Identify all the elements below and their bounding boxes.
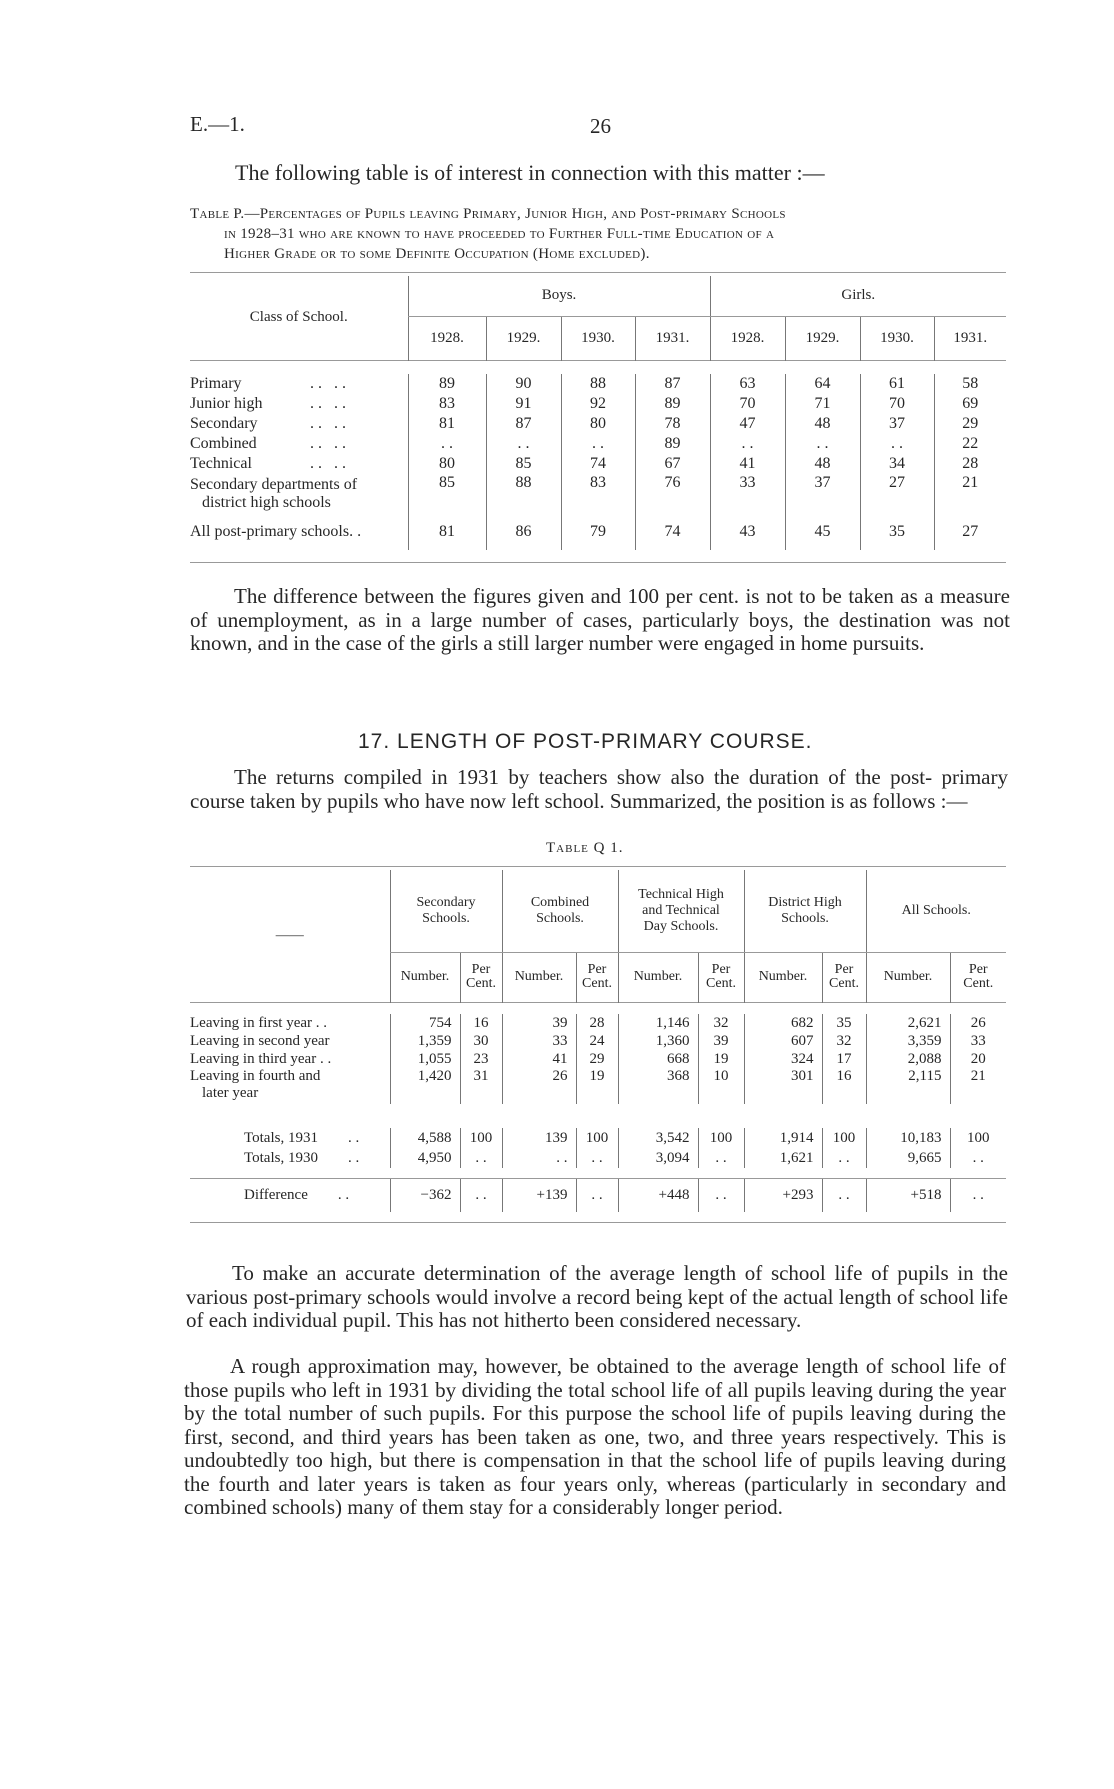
table-q xyxy=(190,870,1006,1223)
table-cell: 31 xyxy=(460,1068,502,1104)
paragraph-line: too high, but there is compensation in that the school life of pupils leaving during xyxy=(296,1448,1006,1472)
totals-row xyxy=(190,1148,1006,1168)
group-header-line: Schools. xyxy=(536,910,584,926)
table-cell: 1,914 xyxy=(744,1128,822,1148)
cent-label: Cent. xyxy=(706,976,736,991)
row-label xyxy=(190,514,408,550)
table-cell: 32 xyxy=(822,1032,866,1050)
table-cell: 4,950 xyxy=(390,1148,460,1168)
per-label: Per xyxy=(711,962,731,977)
table-cell: 92 xyxy=(561,394,635,414)
table-cell: 2,621 xyxy=(866,1014,950,1032)
table-cell: 79 xyxy=(561,514,635,550)
totals-row xyxy=(190,1128,1006,1148)
table-cell: 19 xyxy=(576,1068,618,1104)
table-cell: 61 xyxy=(860,374,934,394)
table-cell: 21 xyxy=(934,474,1006,514)
table-cell: 10 xyxy=(698,1068,744,1104)
table-cell: . . xyxy=(561,434,635,454)
paragraph-line: A rough approximation may, however, be obtained to the average length of xyxy=(230,1354,891,1378)
table-cell: 1,360 xyxy=(618,1032,698,1050)
table-cell: −362 xyxy=(390,1178,460,1212)
table-cell: 69 xyxy=(934,394,1006,414)
table-cell: 88 xyxy=(561,374,635,394)
row-label-text: Secondary xyxy=(190,415,258,432)
table-cell: . . xyxy=(785,434,860,454)
table-cell: +293 xyxy=(744,1178,822,1212)
table-cell: 3,359 xyxy=(866,1032,950,1050)
table-cell: . . xyxy=(822,1148,866,1168)
table-cell: 10,183 xyxy=(866,1128,950,1148)
table-cell: 89 xyxy=(635,394,710,414)
row-label xyxy=(190,1148,390,1168)
table-cell: 26 xyxy=(502,1068,576,1104)
table-cell: 2,115 xyxy=(866,1068,950,1104)
table-cell: 29 xyxy=(576,1050,618,1068)
number-subheader: Number. xyxy=(390,952,460,1002)
table-cell: . . xyxy=(576,1148,618,1168)
cent-label: Cent. xyxy=(829,976,859,991)
table-cell: 35 xyxy=(822,1014,866,1032)
table-cell: 71 xyxy=(785,394,860,414)
table-cell: 37 xyxy=(860,414,934,434)
spacer-row xyxy=(190,1104,1006,1128)
table-cell: 368 xyxy=(618,1068,698,1104)
table-q-title: Table Q 1. xyxy=(546,840,624,856)
table-cell: 76 xyxy=(635,474,710,514)
leader-dots: . . . . xyxy=(310,455,346,472)
row-label-text: Leaving in fourth and xyxy=(190,1068,321,1084)
table-cell: 16 xyxy=(822,1068,866,1104)
paragraph-line: period. xyxy=(724,1495,783,1519)
spacer-row xyxy=(190,1168,1006,1178)
group-header-line: Technical High xyxy=(638,886,724,902)
table-cell: 100 xyxy=(822,1128,866,1148)
leader-dots: . . . . xyxy=(310,395,346,412)
leader-dots: . . . . xyxy=(310,415,346,432)
table-row xyxy=(190,414,1006,434)
table-cell: 81 xyxy=(408,514,486,550)
table-cell: 78 xyxy=(635,414,710,434)
table-cell: 85 xyxy=(486,454,561,474)
table-cell: 324 xyxy=(744,1050,822,1068)
table-cell: 39 xyxy=(698,1032,744,1050)
group-header-line: District High xyxy=(768,894,842,910)
table-cell: 301 xyxy=(744,1068,822,1104)
class-of-school-header: Class of School. xyxy=(249,309,348,326)
table-cell: 21 xyxy=(950,1068,1006,1104)
table-cell: 63 xyxy=(710,374,785,394)
year-header: 1928. xyxy=(408,316,486,360)
table-cell: 28 xyxy=(576,1014,618,1032)
paragraph-line: purpose the school life of pupils leaving during the first, second, and third years xyxy=(184,1401,1006,1449)
table-cell: 100 xyxy=(698,1128,744,1148)
table-cell: . . xyxy=(710,434,785,454)
table-cell: 754 xyxy=(390,1014,460,1032)
row-label-text: later year xyxy=(202,1085,259,1101)
table-cell: 32 xyxy=(698,1014,744,1032)
table-cell: 16 xyxy=(460,1014,502,1032)
per-label: Per xyxy=(834,962,854,977)
table-cell: . . xyxy=(698,1148,744,1168)
table-row xyxy=(190,1014,1006,1032)
table-cell: +139 xyxy=(502,1178,576,1212)
group-header-line: Combined xyxy=(530,894,590,910)
caption-line: Higher Grade or to some Definite Occupation (Home excluded). xyxy=(224,246,650,262)
row-label xyxy=(190,1128,390,1148)
paragraph-line: primary course taken by pupils who have now left school. Summarized, the xyxy=(190,765,1008,813)
paragraph-line: The difference between the figures given and 100 per cent. is not to be taken xyxy=(234,584,901,608)
row-label xyxy=(190,1032,390,1050)
year-header: 1928. xyxy=(710,316,785,360)
table-cell: 83 xyxy=(408,394,486,414)
table-cell: . . xyxy=(860,434,934,454)
group-header-line: and Technical xyxy=(642,902,720,918)
year-header: 1930. xyxy=(561,316,635,360)
spacer-row xyxy=(190,1212,1006,1222)
cent-label: Cent. xyxy=(582,976,612,991)
per-cent-subheader xyxy=(698,952,744,1002)
paragraph-line: the fourth and later years is taken as four years only, whereas (particularly in xyxy=(184,1471,882,1496)
group-header-line: Secondary xyxy=(416,894,476,910)
row-label-text: Totals, 1930 xyxy=(244,1149,318,1166)
year-header: 1930. xyxy=(860,316,934,360)
table-cell: 23 xyxy=(460,1050,502,1068)
row-label xyxy=(190,454,408,474)
paragraph-line: The returns compiled in 1931 by teachers show also the duration of the post- xyxy=(234,765,942,789)
intro-sentence: The following table is of interest in connection with this matter :— xyxy=(235,160,825,185)
table-cell: 1,359 xyxy=(390,1032,460,1050)
table-cell: 48 xyxy=(785,414,860,434)
table-cell: 45 xyxy=(785,514,860,550)
table-cell: 4,588 xyxy=(390,1128,460,1148)
difference-row xyxy=(190,1178,1006,1212)
boys-header: Boys. xyxy=(408,276,710,316)
table-cell: 81 xyxy=(408,414,486,434)
leader-dots: . . . . xyxy=(310,435,346,452)
table-cell: 87 xyxy=(486,414,561,434)
table-cell: 33 xyxy=(502,1032,576,1050)
leader-dots: . . . . xyxy=(310,375,346,392)
group-header xyxy=(744,870,866,952)
table-cell: . . xyxy=(502,1148,576,1168)
table-cell: 90 xyxy=(486,374,561,394)
per-cent-subheader xyxy=(950,952,1006,1002)
paragraph-line: position is as follows :— xyxy=(757,788,968,813)
table-cell: . . xyxy=(822,1178,866,1212)
table-p-caption xyxy=(190,204,1010,264)
paragraph-line: pupils in the various post-primary schools would involve a record being kept of the xyxy=(186,1261,1008,1309)
cent-label: Cent. xyxy=(963,976,994,991)
table-q-stub: —— xyxy=(275,927,304,943)
paragraph-line: considered necessary. xyxy=(619,1308,802,1332)
table-cell: 67 xyxy=(635,454,710,474)
paragraph-accurate-determination xyxy=(186,1262,1008,1333)
table-row xyxy=(190,1068,1006,1104)
table-cell: 27 xyxy=(860,474,934,514)
table-cell: . . xyxy=(408,434,486,454)
group-header xyxy=(618,870,744,952)
table-row xyxy=(190,1032,1006,1050)
table-cell: 1,055 xyxy=(390,1050,460,1068)
table-cell: 87 xyxy=(635,374,710,394)
year-header: 1929. xyxy=(785,316,860,360)
paragraph-line: pupils leaving during the year by the total number of such pupils. For this xyxy=(184,1377,1006,1425)
row-label-text: Junior high xyxy=(190,395,263,412)
table-p xyxy=(190,276,1006,563)
table-cell: 19 xyxy=(698,1050,744,1068)
caption-line: in 1928–31 who are known to have proceeded to Further Full-time Education of a xyxy=(224,226,775,242)
table-cell: . . xyxy=(698,1178,744,1212)
group-header xyxy=(390,870,502,952)
row-label xyxy=(190,1014,390,1032)
section-heading: 17. LENGTH OF POST-PRIMARY COURSE. xyxy=(358,730,813,753)
row-label-text: Totals, 1931 xyxy=(244,1129,318,1146)
row-label-text: Technical xyxy=(190,455,252,472)
year-header: 1931. xyxy=(934,316,1006,360)
table-cell: 27 xyxy=(934,514,1006,550)
table-cell: 33 xyxy=(950,1032,1006,1050)
table-p-top-rule xyxy=(190,272,1006,273)
table-cell: 1,420 xyxy=(390,1068,460,1104)
table-cell: 58 xyxy=(934,374,1006,394)
number-subheader: Number. xyxy=(618,952,698,1002)
table-cell: 22 xyxy=(934,434,1006,454)
leader-dots: . . xyxy=(347,1149,360,1166)
row-label-text: Difference xyxy=(244,1186,308,1203)
paragraph-line: To make an accurate determination of the average length of school life of xyxy=(232,1261,898,1285)
cent-label: Cent. xyxy=(466,976,496,991)
table-cell: . . xyxy=(950,1178,1006,1212)
paragraph-line: the destination was not known, and in the case of the girls a still larger number xyxy=(190,607,1010,655)
table-cell: . . xyxy=(460,1148,502,1168)
row-label-text: All post-primary schools. . xyxy=(190,523,362,540)
table-cell: 668 xyxy=(618,1050,698,1068)
table-cell: 70 xyxy=(710,394,785,414)
row-label xyxy=(190,1178,390,1212)
table-cell: 2,088 xyxy=(866,1050,950,1068)
table-cell: 74 xyxy=(635,514,710,550)
table-cell: 3,542 xyxy=(618,1128,698,1148)
number-subheader: Number. xyxy=(744,952,822,1002)
table-cell: 89 xyxy=(408,374,486,394)
leader-dots: . . xyxy=(347,1129,360,1146)
paragraph-line: were engaged in home pursuits. xyxy=(657,631,925,655)
table-cell: 17 xyxy=(822,1050,866,1068)
table-row xyxy=(190,1050,1006,1068)
table-cell: . . xyxy=(486,434,561,454)
table-row xyxy=(190,374,1006,394)
table-cell: 24 xyxy=(576,1032,618,1050)
row-label xyxy=(190,394,408,414)
row-label-text: Combined xyxy=(190,435,257,452)
table-cell: +448 xyxy=(618,1178,698,1212)
paragraph-unemployment xyxy=(190,585,1010,656)
table-q-top-rule xyxy=(190,866,1006,867)
table-row xyxy=(190,514,1006,550)
table-cell: 41 xyxy=(502,1050,576,1068)
table-cell: 91 xyxy=(486,394,561,414)
row-label-text: Leaving in first year . . xyxy=(190,1014,328,1031)
row-label-text: Leaving in third year . . xyxy=(190,1050,332,1067)
table-cell: 37 xyxy=(785,474,860,514)
table-cell: 3,094 xyxy=(618,1148,698,1168)
row-label xyxy=(190,474,408,514)
row-label-text: Secondary departments of xyxy=(190,476,358,493)
leader-dots: . . xyxy=(337,1186,350,1203)
row-label xyxy=(190,434,408,454)
girls-header: Girls. xyxy=(710,276,1006,316)
table-cell: . . xyxy=(576,1178,618,1212)
table-cell: 20 xyxy=(950,1050,1006,1068)
year-header: 1929. xyxy=(486,316,561,360)
table-cell: 88 xyxy=(486,474,561,514)
table-cell: 9,665 xyxy=(866,1148,950,1168)
table-cell: 100 xyxy=(950,1128,1006,1148)
table-cell: 682 xyxy=(744,1014,822,1032)
table-cell: 80 xyxy=(561,414,635,434)
paragraph-line: as a measure of unemployment, as in a large number of cases, particularly boys, xyxy=(190,584,1010,632)
group-header-line: All Schools. xyxy=(901,902,971,918)
table-cell: 74 xyxy=(561,454,635,474)
table-cell: 29 xyxy=(934,414,1006,434)
row-label xyxy=(190,1068,390,1104)
table-cell: 1,621 xyxy=(744,1148,822,1168)
group-header-line: Schools. xyxy=(781,910,829,926)
table-cell: 33 xyxy=(710,474,785,514)
paragraph-returns xyxy=(190,766,1008,813)
table-cell: 607 xyxy=(744,1032,822,1050)
table-cell: 86 xyxy=(486,514,561,550)
group-header-line: Day Schools. xyxy=(643,918,719,934)
table-cell: 89 xyxy=(635,434,710,454)
table-cell: 70 xyxy=(860,394,934,414)
row-label-text: district high schools xyxy=(202,494,331,511)
number-subheader: Number. xyxy=(866,952,950,1002)
table-cell: . . xyxy=(950,1148,1006,1168)
table-cell: 83 xyxy=(561,474,635,514)
row-label-text: Primary xyxy=(190,375,242,392)
table-cell: 39 xyxy=(502,1014,576,1032)
table-cell: 48 xyxy=(785,454,860,474)
group-header-line: Schools. xyxy=(422,910,470,926)
table-cell: 30 xyxy=(460,1032,502,1050)
table-cell: +518 xyxy=(866,1178,950,1212)
per-label: Per xyxy=(587,962,607,977)
table-cell: 64 xyxy=(785,374,860,394)
table-cell: 100 xyxy=(576,1128,618,1148)
page-number: 26 xyxy=(590,114,611,138)
table-cell: 85 xyxy=(408,474,486,514)
number-subheader: Number. xyxy=(502,952,576,1002)
table-cell: 47 xyxy=(710,414,785,434)
table-cell: 43 xyxy=(710,514,785,550)
paragraph-line: actual length of school life of each individual pupil. This has not hitherto been xyxy=(186,1284,1008,1332)
table-row xyxy=(190,474,1006,514)
table-cell: . . xyxy=(460,1178,502,1212)
table-cell: 41 xyxy=(710,454,785,474)
table-cell: 34 xyxy=(860,454,934,474)
document-reference: E.—1. xyxy=(190,112,245,136)
row-label xyxy=(190,414,408,434)
year-header: 1931. xyxy=(635,316,710,360)
group-header xyxy=(502,870,618,952)
per-label: Per xyxy=(471,962,491,977)
paragraph-line: has been taken as one, two, and three years respectively. This is undoubtedly xyxy=(184,1424,1006,1472)
table-row xyxy=(190,434,1006,454)
per-cent-subheader xyxy=(576,952,618,1002)
row-label xyxy=(190,374,408,394)
table-cell: 1,146 xyxy=(618,1014,698,1032)
caption-line: Table P.—Percentages of Pupils leaving Primary, Junior High, and Post-primary Schools xyxy=(190,206,786,222)
table-cell: 28 xyxy=(934,454,1006,474)
group-header xyxy=(866,870,1006,952)
per-label: Per xyxy=(968,962,988,977)
per-cent-subheader xyxy=(822,952,866,1002)
row-label xyxy=(190,1050,390,1068)
paragraph-line: secondary and combined schools) many of them stay for a considerably longer xyxy=(184,1471,1006,1519)
table-cell: 35 xyxy=(860,514,934,550)
paragraph-line: school life of those pupils who left in 1931 by dividing the total school life of all xyxy=(184,1354,1007,1402)
table-row xyxy=(190,394,1006,414)
table-row xyxy=(190,454,1006,474)
table-cell: 100 xyxy=(460,1128,502,1148)
per-cent-subheader xyxy=(460,952,502,1002)
table-cell: 80 xyxy=(408,454,486,474)
table-cell: 26 xyxy=(950,1014,1006,1032)
paragraph-rough-approximation xyxy=(184,1355,1006,1520)
row-label-text: Leaving in second year xyxy=(190,1032,330,1049)
table-cell: 139 xyxy=(502,1128,576,1148)
